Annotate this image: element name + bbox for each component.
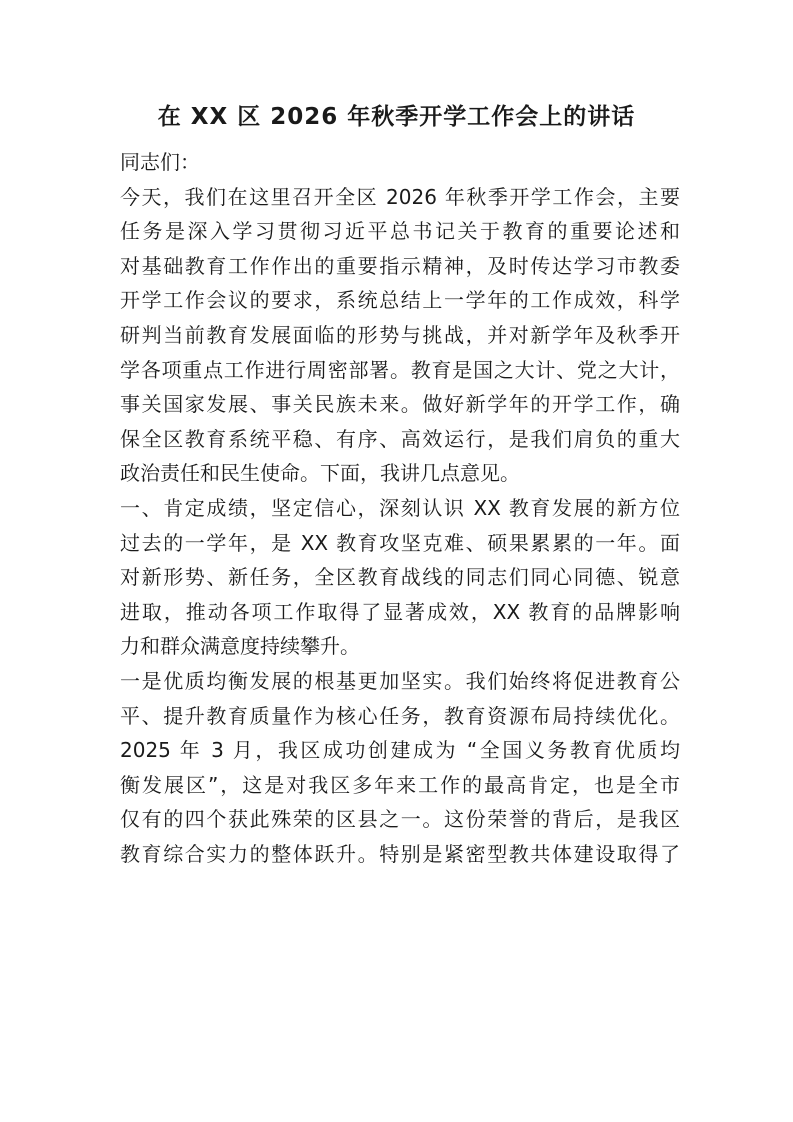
text-line: 任务是深入学习贯彻习近平总书记关于教育的重要论述和 — [120, 219, 680, 244]
document-title: 在 XX 区 2026 年秋季开学工作会上的讲话 — [157, 104, 636, 130]
text-line: 政治责任和民生使命。下面，我讲几点意见。 — [120, 461, 520, 486]
text-line: 2025 年 3 月，我区成功创建成为 “全国义务教育优质均 — [120, 738, 680, 763]
text-line: 保全区教育系统平稳、有序、高效运行，是我们肩负的重大 — [120, 426, 680, 451]
text-line: 仅有的四个获此殊荣的区县之一。这份荣誉的背后，是我区 — [120, 807, 680, 832]
text-line: 过去的一学年，是 XX 教育攻坚克难、硕果累累的一年。面 — [120, 530, 680, 555]
text-line: 对新形势、新任务，全区教育战线的同志们同心同德、锐意 — [120, 565, 680, 590]
text-line: 进取，推动各项工作取得了显著成效，XX 教育的品牌影响 — [120, 599, 680, 624]
text-line: 对基础教育工作作出的重要指示精神，及时传达学习市教委 — [120, 253, 680, 278]
text-line: 今天，我们在这里召开全区 2026 年秋季开学工作会，主要 — [120, 184, 680, 209]
text-line: 衡发展区”，这是对我区多年来工作的最高肯定，也是全市 — [120, 772, 680, 797]
text-line: 开学工作会议的要求，系统总结上一学年的工作成效，科学 — [120, 288, 680, 313]
document-body — [120, 145, 680, 871]
text-line: 教育综合实力的整体跃升。特别是紧密型教共体建设取得了 — [120, 841, 680, 866]
salutation-line: 同志们： — [120, 150, 200, 174]
text-line: 事关国家发展、事关民族未来。做好新学年的开学工作，确 — [120, 392, 680, 417]
text-line: 学各项重点工作进行周密部署。教育是国之大计、党之大计， — [120, 357, 680, 382]
section-heading-line: 一、肯定成绩，坚定信心，深刻认识 XX 教育发展的新方位 — [120, 495, 680, 520]
text-line: 平、提升教育质量作为核心任务，教育资源布局持续优化。 — [120, 703, 680, 728]
text-line: 一是优质均衡发展的根基更加坚实。我们始终将促进教育公 — [120, 668, 680, 693]
text-line: 力和群众满意度持续攀升。 — [120, 634, 360, 659]
text-line: 研判当前教育发展面临的形势与挑战，并对新学年及秋季开 — [120, 322, 680, 347]
